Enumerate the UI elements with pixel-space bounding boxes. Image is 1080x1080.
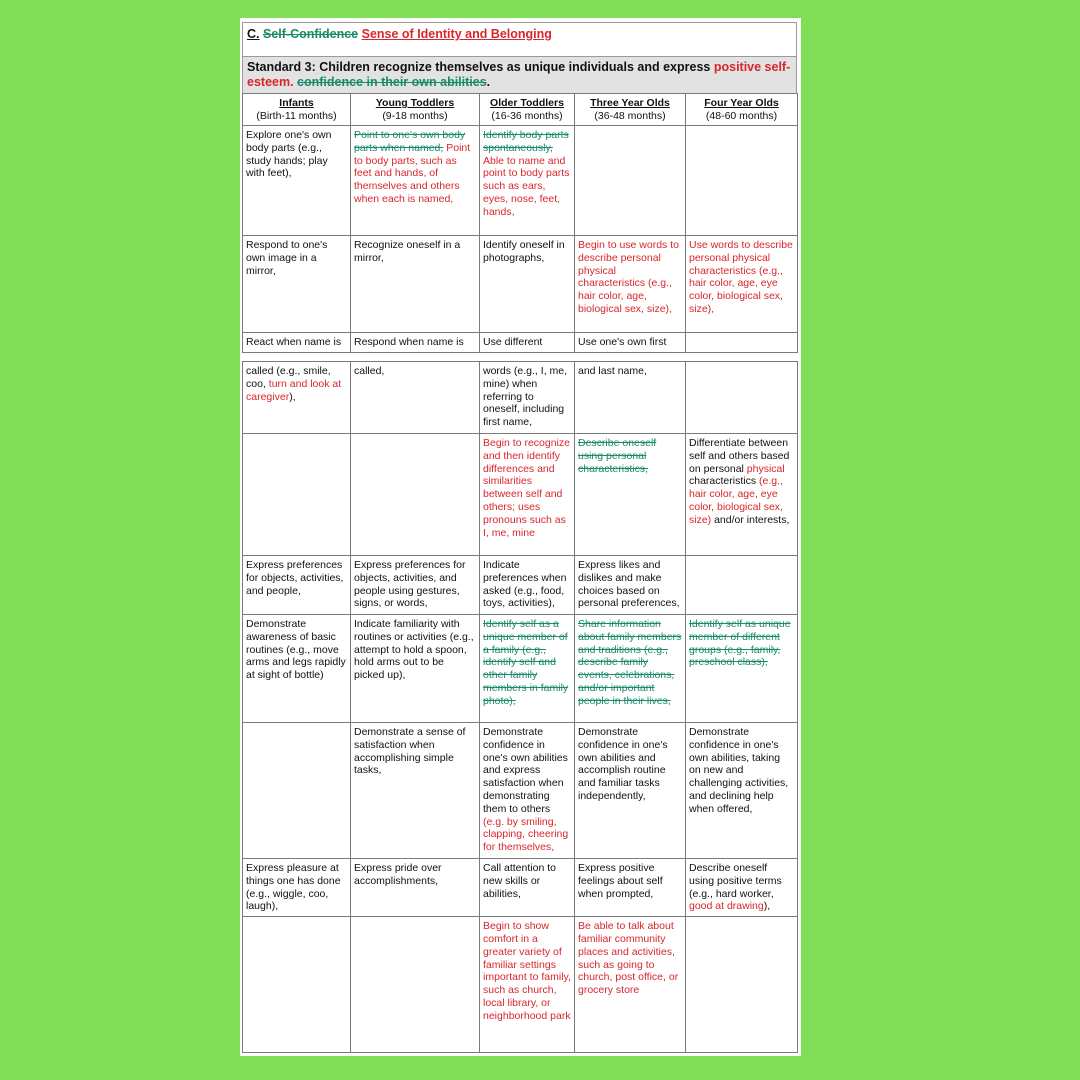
table-cell: Express likes and dislikes and make choices based on personal preferences,: [575, 556, 686, 615]
table-cell: Explore one's own body parts (e.g., study hands; play with feet),: [243, 126, 351, 236]
table-cell: Use different: [480, 333, 575, 353]
table-cell: Recognize oneself in a mirror,: [351, 236, 480, 333]
table-cell: [351, 434, 480, 556]
table-cell: Demonstrate awareness of basic routines (e.g., move arms and legs rapidly at sight of bottle): [243, 615, 351, 723]
section-old-title: Self-Confidence: [262, 27, 359, 41]
document-page: [240, 18, 801, 1056]
table-cell: [686, 917, 798, 1053]
table-cell: [575, 126, 686, 236]
table-cell: [243, 434, 351, 556]
table-cell: Identify oneself in photographs,: [480, 236, 575, 333]
table-row: [243, 917, 798, 1053]
table-cell: Indicate preferences when asked (e.g., food, toys, activities),: [480, 556, 575, 615]
table-cell: Begin to recognize and then identify differences and similarities between self and others; uses pronouns such as I, me, mine: [480, 434, 575, 556]
standard-end: .: [486, 75, 491, 89]
table-row: [243, 615, 798, 723]
table-cell: Express pleasure at things one has done (e.g., wiggle, coo, laugh),: [243, 859, 351, 917]
table-header-row: [243, 94, 798, 126]
section-new-title: Sense of Identity and Belonging: [361, 27, 552, 41]
header-four-year-olds: Four Year Olds (48-60 months): [686, 94, 798, 126]
section-letter: C.: [247, 27, 260, 41]
standard-new-text: positive self-esteem.: [247, 60, 791, 89]
table-row: [243, 236, 798, 333]
table-cell: called,: [351, 362, 480, 434]
table-cell: Identify body parts spontaneously, Able to name and point to body parts such as ears, eyes, nose, feet, hands,: [480, 126, 575, 236]
header-infants: Infants (Birth-11 months): [243, 94, 351, 126]
table-cell: Demonstrate confidence in one's own abilities, taking on new and challenging activities, and declining help when offered,: [686, 723, 798, 859]
table-cell: [351, 917, 480, 1053]
table-cell: [686, 333, 798, 353]
table-cell: Respond to one's own image in a mirror,: [243, 236, 351, 333]
table-cell: Describe oneself using personal characteristics,: [575, 434, 686, 556]
table-cell: words (e.g., I, me, mine) when referring to oneself, including first name,: [480, 362, 575, 434]
table-row: [243, 434, 798, 556]
table-cell: Indicate familiarity with routines or activities (e.g., attempt to hold a spoon, hold arms out to be picked up),: [351, 615, 480, 723]
table-cell: [686, 556, 798, 615]
standards-table-bottom: [242, 361, 798, 1053]
header-three-year-olds: Three Year Olds (36-48 months): [575, 94, 686, 126]
standards-table-top: [242, 93, 798, 353]
table-cell: [243, 723, 351, 859]
table-cell: called (e.g., smile, coo, turn and look at caregiver),: [243, 362, 351, 434]
table-cell: Express pride over accomplishments,: [351, 859, 480, 917]
table-cell: React when name is: [243, 333, 351, 353]
table-cell: Identify self as unique member of different groups (e.g., family, preschool class),: [686, 615, 798, 723]
table-cell: Differentiate between self and others based on personal physical characteristics (e.g., hair color, age, eye color, biological sex, size) and/or interests,: [686, 434, 798, 556]
header-young-toddlers: Young Toddlers (9-18 months): [351, 94, 480, 126]
page-bottom-rule: [242, 1052, 797, 1053]
table-cell: Be able to talk about familiar community places and activities, such as going to church, post office, or grocery store: [575, 917, 686, 1053]
standard-old-text: confidence in their own abilities: [297, 75, 487, 89]
table-cell: Describe oneself using positive terms (e.g., hard worker, good at drawing),: [686, 859, 798, 917]
table-row: [243, 362, 798, 434]
table-cell: Express preferences for objects, activities, and people,: [243, 556, 351, 615]
table-cell: [243, 917, 351, 1053]
table-cell: Use words to describe personal physical characteristics (e.g., hair color, age, eye color, biological sex, size),: [686, 236, 798, 333]
table-row: [243, 723, 798, 859]
table-cell: Identify self as a unique member of a family (e.g., identify self and other family members in family photo),: [480, 615, 575, 723]
table-cell: Call attention to new skills or abilities,: [480, 859, 575, 917]
table-cell: Demonstrate confidence in one's own abilities and accomplish routine and familiar tasks independently,: [575, 723, 686, 859]
standard-text: Children recognize themselves as unique individuals and express: [319, 60, 711, 74]
standard-label: Standard 3:: [247, 60, 316, 74]
table-row: [243, 333, 798, 353]
table-cell: Begin to show comfort in a greater variety of familiar settings important to family, such as church, local library, or neighborhood park: [480, 917, 575, 1053]
table-cell: Express positive feelings about self when prompted,: [575, 859, 686, 917]
table-row: [243, 859, 798, 917]
table-cell: Demonstrate a sense of satisfaction when accomplishing simple tasks,: [351, 723, 480, 859]
table-row: [243, 556, 798, 615]
section-heading: [242, 22, 797, 58]
table-cell: and last name,: [575, 362, 686, 434]
table-cell: Share information about family members and traditions (e.g., describe family events, celebrations, and/or important people in their lives,: [575, 615, 686, 723]
standard-statement: [242, 56, 797, 94]
table-row: [243, 126, 798, 236]
table-cell: Point to one's own body parts when named, Point to body parts, such as feet and hands, of themselves and others when each is named,: [351, 126, 480, 236]
table-cell: Demonstrate confidence in one's own abilities and express satisfaction when demonstrating them to others (e.g. by smiling, clapping, cheering for themselves,: [480, 723, 575, 859]
table-cell: Begin to use words to describe personal physical characteristics (e.g., hair color, age, biological sex, size),: [575, 236, 686, 333]
table-cell: [686, 126, 798, 236]
table-cell: [686, 362, 798, 434]
header-older-toddlers: Older Toddlers (16-36 months): [480, 94, 575, 126]
table-cell: Respond when name is: [351, 333, 480, 353]
table-cell: Use one's own first: [575, 333, 686, 353]
table-cell: Express preferences for objects, activities, and people using gestures, signs, or words,: [351, 556, 480, 615]
